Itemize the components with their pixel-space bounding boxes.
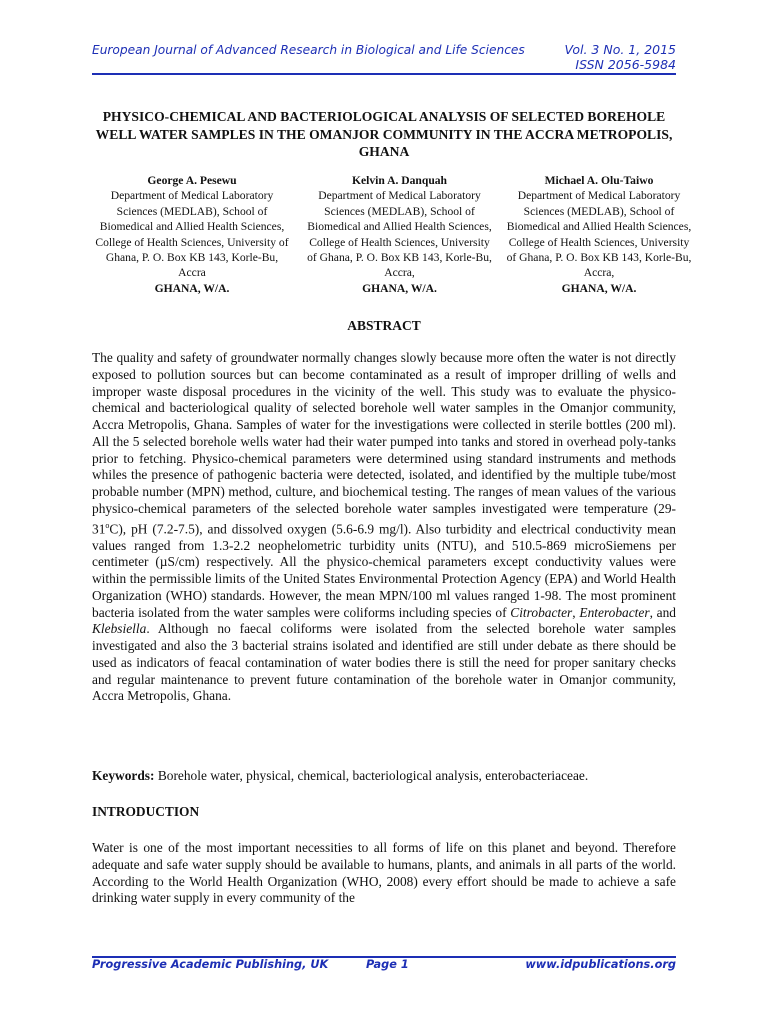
volume-info: Vol. 3 No. 1, 2015 xyxy=(564,42,676,57)
genus-citrobacter: Citrobacter xyxy=(510,604,573,620)
genus-enterobacter: Enterobacter xyxy=(579,604,650,620)
degree-mark: o xyxy=(105,520,110,530)
website: www.idpublications.org xyxy=(525,958,676,971)
publisher: Progressive Academic Publishing, UK xyxy=(92,958,329,971)
author-name: Michael A. Olu-Taiwo xyxy=(544,174,654,187)
author-country: GHANA, W/A. xyxy=(154,281,230,295)
page-number: Page 1 xyxy=(366,958,409,971)
header-rule xyxy=(92,73,676,75)
journal-issue-info xyxy=(565,42,676,72)
keywords-label: Keywords: xyxy=(92,768,155,783)
journal-name: European Journal of Advanced Research in Biological and Life Sciences xyxy=(92,43,525,57)
paper-title: PHYSICO-CHEMICAL AND BACTERIOLOGICAL ANALYSIS OF SELECTED BOREHOLE WELL WATER SAMPLES IN THE OMANJOR COMMUNITY IN THE ACCRA METROPOLIS, GHANA xyxy=(95,109,673,159)
author-country: GHANA, W/A. xyxy=(561,281,637,295)
author-3 xyxy=(506,173,692,296)
introduction-heading: INTRODUCTION xyxy=(92,804,200,819)
abstract-heading: ABSTRACT xyxy=(347,318,421,333)
author-affiliation: Department of Medical Laboratory Sciences (MEDLAB), School of Biomedical and Allied Health Sciences, College of Health Sciences, University of Ghana, P. O. Box KB 143, Korle-Bu, Accra, xyxy=(307,189,492,280)
running-footer xyxy=(92,958,676,974)
keywords-text: Borehole water, physical, chemical, bacteriological analysis, enterobacteriaceae. xyxy=(154,768,589,783)
author-1 xyxy=(92,173,292,296)
keywords xyxy=(92,768,676,785)
author-name: George A. Pesewu xyxy=(147,174,237,187)
author-name: Kelvin A. Danquah xyxy=(351,174,448,187)
author-block xyxy=(92,173,692,293)
issn: ISSN 2056-5984 xyxy=(575,57,676,72)
author-2 xyxy=(305,173,494,296)
author-country: GHANA, W/A. xyxy=(362,281,437,295)
author-affiliation: Department of Medical Laboratory Sciences (MEDLAB), School of Biomedical and Allied Health Sciences, College of Health Sciences, University of Ghana, P. O. Box KB 143, Korle-Bu, Accra xyxy=(95,189,289,280)
author-affiliation: Department of Medical Laboratory Sciences (MEDLAB), School of Biomedical and Allied Health Sciences, College of Health Sciences, University of Ghana, P. O. Box KB 143, Korle-Bu, Accra, xyxy=(506,189,692,280)
introduction-body: Water is one of the most important necessities to all forms of life on this planet and beyond. Therefore adequate and safe water supply should be available to humans, plants, and animals in all parts of the world. According to the World Health Organization (WHO, 2008) every effort should be made to achieve a safe drinking water supply in every community of the xyxy=(92,840,676,906)
abstract-body: The quality and safety of groundwater normally changes slowly because more often the water is not directly exposed to pollution sources but can become contaminated as a result of improper drilling of wells and improper waste disposal procedures in the vicinity of the well. This study was to evaluate the physico-chemical and bacteriological quality of selected borehole well water samples in the Omanjor community, Accra Metropolis, Ghana. Samples of water for the investigations were collected in sterile bottles (200 ml). All the 5 selected borehole wells water had their water pumped into tanks and stored in overhead poly-tanks prior to fetching. Physico-chemical parameters were determined using standard instruments and methods whiles the presence of pathogenic bacteria were detected, isolated, and identified by the multiple tube/most probable number (MPN) method, culture, and biochemical testing. The ranges of mean values of the various physico-chemical parameters of the selected borehole water samples investigated were temperature (29-31$^o$C), pH (7.2-7.5), and dissolved oxygen (5.6-6.9 mg/l). Also turbidity and electrical conductivity mean values ranged from 1.3-2.2 neophelometric turbidity units (NTU), and 510.5-869 microSiemens per centimeter (µS/cm) respectively. All the physico-chemical parameters except conductivity values were within the permissible limits of the United States Environmental Protection Agency (EPA) and World Health Organization (WHO) standards. However, the mean MPN/100 ml values ranged 1-98. The most prominent bacteria isolated from the water samples were coliforms including species of Citrobacter, Enterobacter, and Klebsiella. Although no faecal coliforms were isolated from the selected borehole water samples investigated and also the 3 bacterial strains isolated and identified are still under debate as there should be used as indicators of feacal contamination of water bodies there is still the need for proper sanitary checks and regular maintenance to prevent future contamination of the borehole water in Omanjor community, Accra Metropolis, Ghana. xyxy=(92,350,676,704)
genus-klebsiella: Klebsiella xyxy=(92,621,147,637)
